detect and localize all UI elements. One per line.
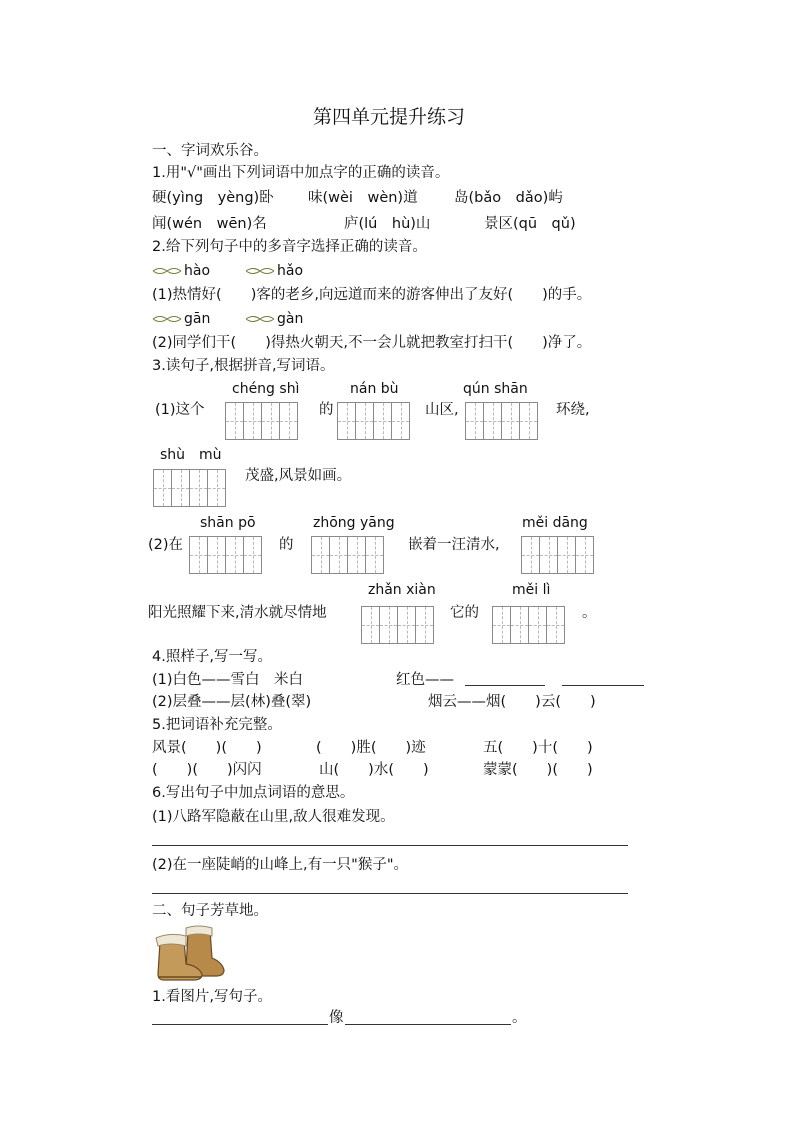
q3-text: 山区, [425, 402, 459, 418]
q3-prompt: 3.读句子,根据拼音,写词语。 [152, 358, 335, 374]
answer-line[interactable] [345, 1024, 511, 1025]
pinyin-label: měi lì [512, 582, 551, 598]
pinyin-label: qún shān [463, 381, 528, 397]
writing-grid[interactable] [521, 536, 594, 574]
q2-sentence-2: (2)同学们干( )得热火朝天,不一会儿就把教室打扫干( )净了。 [152, 335, 592, 351]
leaf-icon [245, 266, 275, 276]
section-1-heading: 一、字词欢乐谷。 [152, 143, 268, 159]
q7-prompt: 1.看图片,写句子。 [152, 989, 272, 1005]
q4-task: 红色—— [396, 672, 454, 688]
pinyin-label: shān pō [200, 515, 256, 531]
q1-item: 味(wèi wèn)道 [308, 190, 418, 206]
q3-text: 它的 [450, 605, 479, 621]
pinyin-option: gān [184, 311, 211, 327]
pinyin-label: nán bù [350, 381, 399, 397]
q4-task: 烟云——烟( )云( ) [428, 694, 596, 710]
leaf-icon [152, 314, 182, 324]
q5-item: ( )( )闪闪 [152, 762, 262, 778]
q3-text: 的 [279, 537, 294, 553]
q4-example: (1)白色——雪白 米白 [152, 672, 304, 688]
q1-item: 岛(bǎo dǎo)屿 [454, 190, 563, 206]
q3-text: 嵌着一汪清水, [408, 537, 500, 553]
q3-text: 。 [582, 605, 597, 621]
q1-item: 硬(yìng yèng)卧 [152, 190, 274, 206]
q2-options-1 [152, 262, 210, 280]
q3-text: 环绕, [556, 402, 590, 418]
writing-grid[interactable] [492, 606, 565, 644]
q2-options-2 [152, 310, 210, 328]
q5-item: 蒙蒙( )( ) [483, 762, 593, 778]
pinyin-option: hào [184, 263, 211, 279]
section-2-heading: 二、句子芳草地。 [152, 903, 268, 919]
q5-item: 风景( )( ) [152, 740, 262, 756]
writing-grid[interactable] [225, 402, 298, 440]
q1-prompt: 1.用"√"画出下列词语中加点字的正确的读音。 [152, 165, 450, 181]
page-title: 第四单元提升练习 [313, 106, 466, 128]
q2-options-1b [245, 262, 303, 280]
writing-grid[interactable] [337, 402, 410, 440]
leaf-icon [245, 314, 275, 324]
q4-prompt: 4.照样子,写一写。 [152, 649, 272, 665]
q5-item: 五( )十( ) [483, 740, 593, 756]
q1-item: 景区(qū qǔ) [484, 216, 576, 232]
pinyin-option: gàn [277, 311, 304, 327]
q7-end: 。 [512, 1010, 527, 1026]
q5-item: ( )胜( )迹 [316, 740, 426, 756]
pinyin-label: zhōng yāng [313, 515, 395, 531]
writing-grid[interactable] [465, 402, 538, 440]
pinyin-option: hǎo [277, 263, 304, 279]
q7-connector: 像 [329, 1010, 344, 1026]
q6-prompt: 6.写出句子中加点词语的意思。 [152, 785, 355, 801]
pinyin-label: chéng shì [232, 381, 300, 397]
q1-item: 庐(lú hù)山 [344, 216, 431, 232]
q2-prompt: 2.给下列句子中的多音字选择正确的读音。 [152, 239, 427, 255]
q1-item: 闻(wén wēn)名 [152, 216, 267, 232]
q6-sentence-2: (2)在一座陡峭的山峰上,有一只"猴子"。 [152, 857, 408, 873]
writing-grid[interactable] [361, 606, 434, 644]
q5-prompt: 5.把词语补充完整。 [152, 717, 282, 733]
writing-grid[interactable] [189, 536, 262, 574]
answer-line[interactable] [152, 893, 628, 894]
q3-text: (2)在 [148, 537, 184, 553]
answer-line[interactable] [562, 685, 644, 686]
answer-line[interactable] [152, 1024, 328, 1025]
pinyin-label: zhǎn xiàn [368, 582, 436, 598]
answer-line[interactable] [152, 845, 628, 846]
writing-grid[interactable] [153, 469, 226, 507]
answer-line[interactable] [465, 685, 545, 686]
q3-text: (1)这个 [155, 402, 205, 418]
q2-sentence-1: (1)热情好( )客的老乡,向远道而来的游客伸出了友好( )的手。 [152, 287, 592, 303]
q3-text: 的 [319, 402, 334, 418]
q3-text: 阳光照耀下来,清水就尽情地 [148, 605, 327, 621]
q6-sentence-1: (1)八路军隐蔽在山里,敌人很难发现。 [152, 809, 395, 825]
q5-item: 山( )水( ) [319, 762, 429, 778]
boots-picture [150, 922, 228, 982]
q2-options-2b [245, 310, 303, 328]
q4-example: (2)层叠——层(林)叠(翠) [152, 694, 312, 710]
pinyin-label: shù mù [160, 447, 222, 463]
pinyin-label: měi dāng [522, 515, 588, 531]
leaf-icon [152, 266, 182, 276]
q3-text: 茂盛,风景如画。 [245, 468, 352, 484]
writing-grid[interactable] [311, 536, 384, 574]
